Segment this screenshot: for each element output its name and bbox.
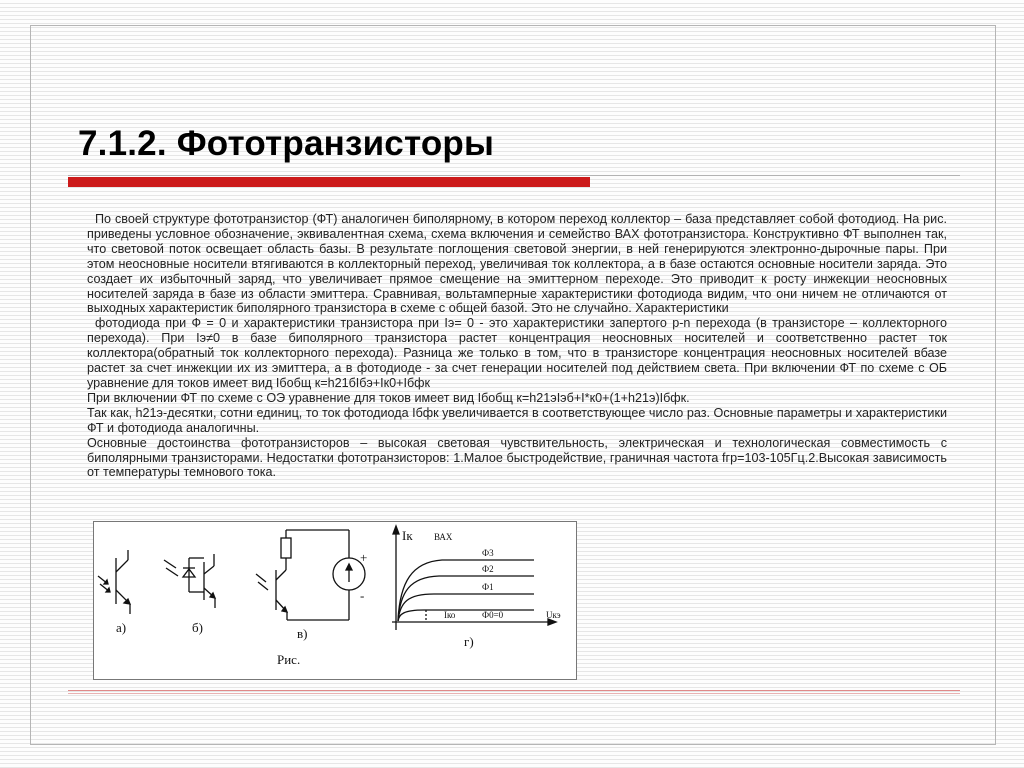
footer-divider <box>68 690 960 691</box>
phototransistor-figure <box>93 521 577 680</box>
figure-caption: Рис. <box>277 652 301 667</box>
figure-drawing <box>94 522 576 679</box>
footer-divider-2 <box>68 693 960 694</box>
equivalent-circuit <box>164 554 215 608</box>
curve-label-2: Ф2 <box>482 564 494 574</box>
label-v: в) <box>297 626 308 641</box>
ik0-label: Iко <box>444 610 456 620</box>
y-axis-label: Iк <box>402 528 413 543</box>
switching-circuit <box>256 530 368 620</box>
curve-label-1: Ф1 <box>482 582 494 592</box>
slide-title: 7.1.2. Фототранзисторы <box>78 124 495 163</box>
curve-label-0: Ф0=0 <box>482 610 504 620</box>
paragraph-5: Основные достоинства фототранзисторов – высокая световая чувствительность, электрическая и технологическая совместимость с биполярными транзисторами. Недостатки фототранзисторов: 1.Малое быстродействие, граничная частота fгр=103-105Гц.2.Высокая зависимость от температуры темнового тока. <box>87 435 947 480</box>
phototransistor-symbol <box>98 550 130 614</box>
title-accent-bar <box>68 177 590 187</box>
plus-sign: + <box>360 550 368 565</box>
body-text <box>87 212 947 480</box>
curve-label-3: Ф3 <box>482 548 494 558</box>
vah-label: ВАХ <box>434 532 453 542</box>
minus-sign: - <box>360 588 365 603</box>
paragraph-1: По своей структуре фототранзистор (ФТ) аналогичен биполярному, в котором переход коллектор – база представляет собой фотодиод. На рис. приведены условное обозначение, эквивалентная схема, схема включения и семейство ВАХ фототранзистора. Конструктивно ФТ выполнен так, что световой поток освещает область базы. В результате поглощения световой энергии, в ней генерируются электронно-дырочные пары. При этом неосновные носители втягиваются в коллекторный переход, увеличивая ток коллектора, а в базе остаются основные носители заряда. Это создает их избыточный заряд, что увеличивает прямое смещение на эмиттерном переходе. Это приводит к росту инжекции неосновных носителей заряда в базе из области эмиттера. Сравнивая, вольтамперные характеристики фотодиода видим, что они ничем не отличаются от выходных характеристик биполярного транзистора в схеме с общей базой. Это не случайно. Характеристики <box>87 212 947 316</box>
label-g: г) <box>464 634 474 649</box>
paragraph-3: При включении ФТ по схеме с ОЭ уравнение для токов имеет вид Iбобщ к=h21эIэб+I*к0+(1+h21э)Iбфк. <box>87 390 690 405</box>
label-b: б) <box>192 620 203 635</box>
paragraph-4: Так как, h21э-десятки, сотни единиц, то ток фотодиода Iбфк увеличивается в соответствующее число раз. Основные параметры и характеристики ФТ и фотодиода аналогичны. <box>87 405 947 435</box>
paragraph-2: фотодиода при Ф = 0 и характеристики транзистора при Iэ= 0 - это характеристики запертого p-n перехода (в транзисторе – коллекторного перехода). При Iэ≠0 в базе биполярного транзистора растет концентрация неосновных носителей и соответственно растет ток коллектора(обратный ток коллекторного перехода). Разница же только в том, что в транзисторе концентрация неосновных носителей вбазе растет за счет инжекции их из эмиттера, а в фотодиоде - за счет генерации носителей под действием света. При включении ФТ по схеме с ОБ уравнение для токов имеет вид Iбобщ к=h21бIбэ+Iк0+Iбфк <box>87 316 947 390</box>
title-divider <box>68 175 960 176</box>
label-a: а) <box>116 620 127 635</box>
vah-plot <box>392 526 556 630</box>
x-axis-label: Uкэ <box>546 610 561 620</box>
